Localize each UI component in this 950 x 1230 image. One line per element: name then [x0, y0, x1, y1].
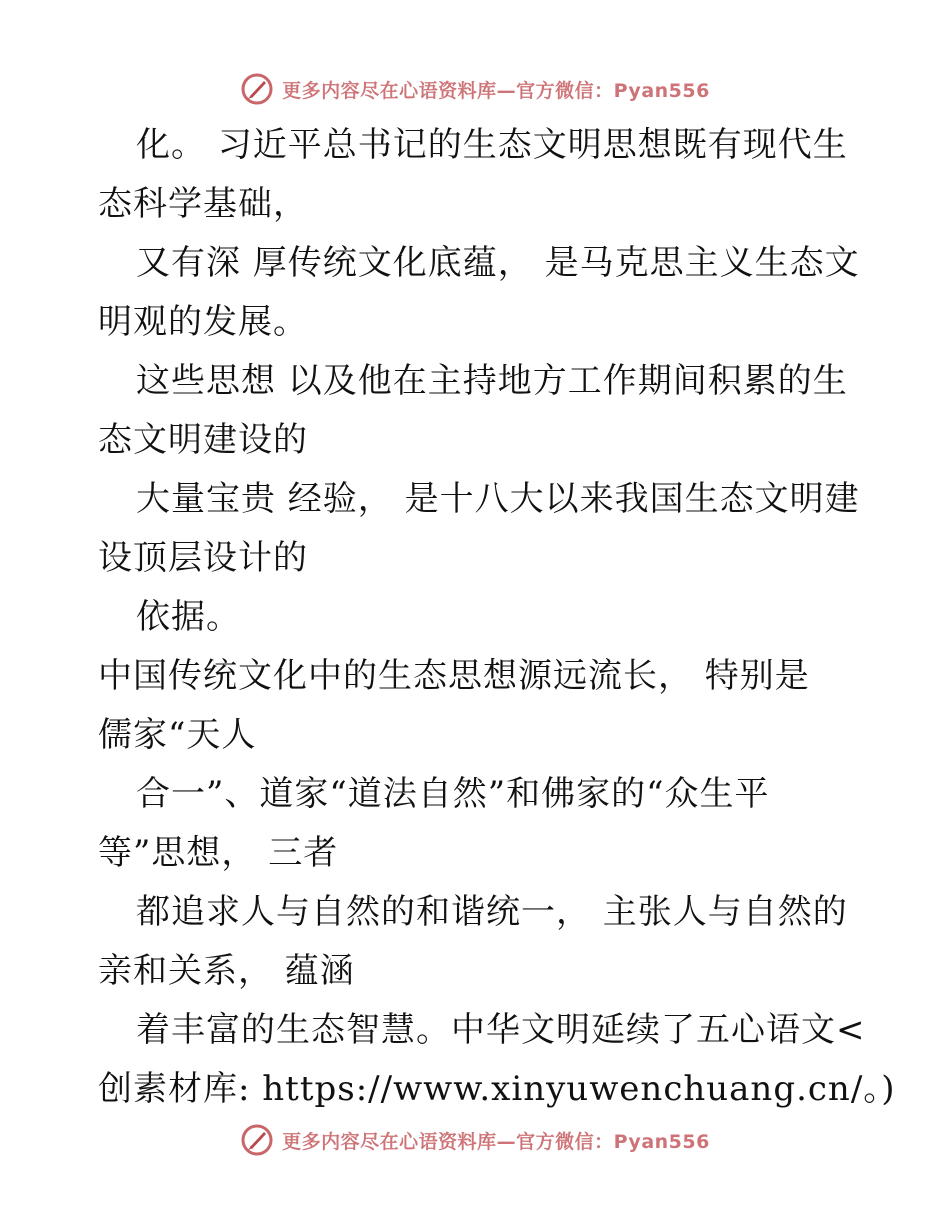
text-line: 中国传统文化中的生态思想源远流长， 特别是	[98, 656, 810, 696]
text-line: 儒家“天人	[98, 715, 257, 755]
quill-logo-icon	[240, 1123, 274, 1157]
text-line: 合一”、道家“道法自然”和佛家的“众生平	[136, 774, 770, 814]
text-line: 态科学基础，	[98, 184, 308, 224]
text-line: 着丰富的生态智慧。中华文明延续了五心语文<	[136, 1010, 866, 1050]
quill-logo-icon	[240, 72, 274, 106]
text-line: 设顶层设计的	[98, 538, 308, 578]
text-line: 这些思想 以及他在主持地方工作期间积累的生	[136, 361, 848, 401]
text-line: 依据。	[136, 597, 241, 637]
watermark-text: 更多内容尽在心语资料库—官方微信：Pyan556	[282, 1130, 710, 1153]
text-line: 化。 习近平总书记的生态文明思想既有现代生	[136, 125, 848, 165]
text-line: 态文明建设的	[98, 420, 308, 460]
text-line: 等”思想， 三者	[98, 833, 339, 873]
text-line: 亲和关系， 蕴涵	[98, 951, 355, 991]
text-line: 大量宝贵 经验， 是十八大以来我国生态文明建	[136, 479, 860, 519]
document-body	[98, 116, 896, 1119]
text-line: 明观的发展。	[98, 302, 308, 342]
text-line: 创素材库: https://www.xinyuwenchuang.cn/。)	[98, 1069, 896, 1109]
watermark-text: 更多内容尽在心语资料库—官方微信：Pyan556	[282, 79, 710, 102]
footer-watermark	[0, 1123, 950, 1157]
text-line: 又有深 厚传统文化底蕴， 是马克思主义生态文	[136, 243, 860, 283]
header-watermark	[0, 72, 950, 106]
text-line: 都追求人与自然的和谐统一， 主张人与自然的	[136, 892, 848, 932]
